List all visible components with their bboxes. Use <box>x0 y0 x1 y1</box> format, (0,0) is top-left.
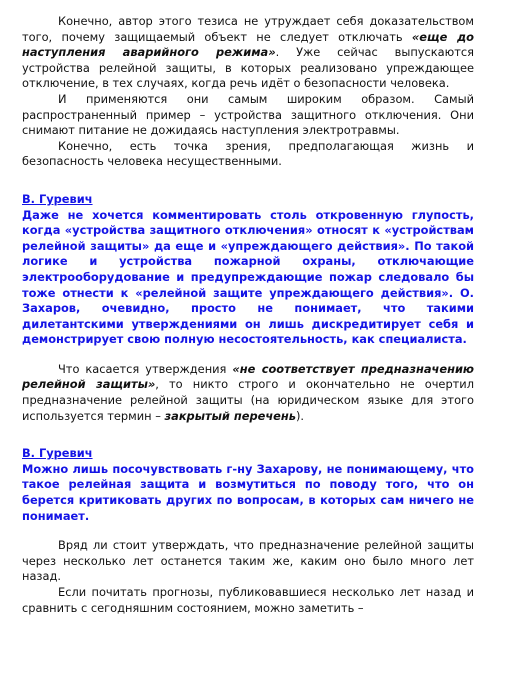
paragraph-6: Если почитать прогнозы, публиковавшиеся несколько лет назад и сравнить с сегодняшним состоянием, можно заметить – <box>22 585 474 615</box>
spacer <box>22 348 474 362</box>
paragraph-4-text-c: ). <box>295 408 305 423</box>
term-closed-list: закрытый перечень <box>164 408 296 423</box>
comment-1-text: Даже не хочется комментировать столь откровенную глупость, когда «устройства защитного отключения» относят к «устройствам релейной защиты» да еще и «упреждающего действия». По такой логике и устройства пожарной охраны, отключающие электрооборудование и предупреждающие пожар следовало бы тоже отнести к «релейной защите упреждающего действия». О. Захаров, очевидно, просто не понимает, что такими дилетантскими утверждениями он лишь дискредитирует себя и демонстрирует свою полную несостоятельность, как специалиста. <box>22 207 474 347</box>
paragraph-1-text-b: . Уже сейчас выпускаются устройства релейной защиты, в которых реализовано упреждающее отключение, в тех случаях, когда речь идёт о безопасности человека. <box>22 45 474 91</box>
spacer <box>22 524 474 538</box>
paragraph-1-text-a: Конечно, автор этого тезиса не утруждает себя доказательством того, почему защищаемый объект не следует отключать <box>22 14 474 44</box>
paragraph-4 <box>22 362 474 424</box>
comment-1-author: В. Гуревич <box>22 191 93 206</box>
comment-2-text: Можно лишь посочувствовать г-ну Захарову, не понимающему, что такое релейная защита и возмутиться по поводу того, что он берется критиковать других по вопросам, в которых сам ничего не понимает. <box>22 461 474 523</box>
paragraph-1 <box>22 14 474 92</box>
paragraph-2: И применяются они самым широким образом. Самый распространенный пример – устройства защитного отключения. Они снимают питание не дожидаясь наступления электротравмы. <box>22 91 474 138</box>
comment-2-author: В. Гуревич <box>22 446 93 461</box>
quote-purpose: «не соответствует предназначению релейной защиты» <box>22 361 475 392</box>
paragraph-4-text-a: Что касается утверждения <box>58 361 233 376</box>
quote-emergency-mode: «еще до наступления аварийного режима» <box>22 29 474 60</box>
paragraph-3: Конечно, есть точка зрения, предполагающая жизнь и безопасность человека несущественными. <box>22 138 474 169</box>
paragraph-4-text-b: , то никто строго и окончательно не очертил предназначение релейной защиты (на юридическом языке для этого используется термин – <box>22 377 474 423</box>
paragraph-5: Вряд ли стоит утверждать, что предназначение релейной защиты через несколько лет останется таким же, каким оно было много лет назад. <box>22 538 474 584</box>
